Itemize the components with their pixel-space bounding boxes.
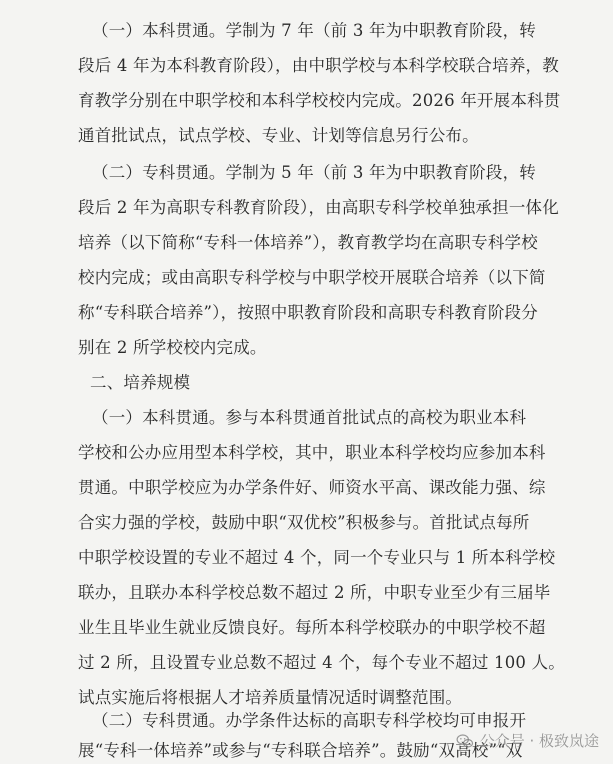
watermark bbox=[456, 730, 599, 751]
text-line: 贯通。中职学校应为办学条件好、师资水平高、课改能力强、综 bbox=[78, 478, 546, 497]
text-line: 过 2 所，且设置专业总数不超过 4 个，每个专业不超过 100 人。 bbox=[78, 653, 565, 672]
section-heading: 二、培养规模 bbox=[90, 373, 191, 392]
text-line: （二）专科贯通。办学条件达标的高职专科学校均可申报开 bbox=[92, 711, 527, 730]
text-line: 通首批试点，试点学校、专业、计划等信息另行公布。 bbox=[78, 126, 479, 145]
text-line: （一）本科贯通。学制为 7 年（前 3 年为中职教育阶段，转 bbox=[92, 21, 536, 40]
text-line: 业生且毕业生就业反馈良好。每所本科学校联办的中职学校不超 bbox=[78, 618, 546, 637]
text-line: 学校和公办应用型本科学校，其中，职业本科学校均应参加本科 bbox=[78, 443, 546, 462]
text-line: 中职学校设置的专业不超过 4 个，同一个专业只与 1 所本科学校 bbox=[78, 548, 556, 567]
text-line: 育教学分别在中职学校和本科学校校内完成。2026 年开展本科贯 bbox=[78, 91, 561, 110]
text-line: 别在 2 所学校校内完成。 bbox=[78, 338, 267, 357]
text-line: 称“专科联合培养”），按照中职教育阶段和高职专科教育阶段分 bbox=[78, 303, 538, 322]
text-line: 段后 2 年为高职专科教育阶段），由高职专科学校单独承担一体化 bbox=[78, 198, 559, 217]
text-line: 联办，且联办本科学校总数不超过 2 所，中职专业至少有三届毕 bbox=[78, 583, 551, 602]
watermark-text: 公众号 · 极致岚途 bbox=[479, 732, 599, 750]
text-line: （二）专科贯通。学制为 5 年（前 3 年为中职教育阶段，转 bbox=[92, 163, 536, 182]
text-line: 校内完成；或由高职专科学校与中职学校开展联合培养（以下简 bbox=[78, 268, 546, 287]
text-line: 培养（以下简称“专科一体培养”），教育教学均在高职专科学校 bbox=[78, 233, 538, 252]
text-line: 合实力强的学校，鼓励中职“双优校”积极参与。首批试点每所 bbox=[78, 513, 530, 532]
wechat-icon bbox=[456, 732, 474, 750]
text-line: （一）本科贯通。参与本科贯通首批试点的高校为职业本科 bbox=[92, 408, 527, 427]
text-line: 段后 4 年为本科教育阶段），由中职学校与本科学校联合培养，教 bbox=[78, 56, 559, 75]
text-line: 试点实施后将根据人才培养质量情况适时调整范围。 bbox=[78, 688, 463, 707]
text-line: 展“专科一体培养”或参与“专科联合培养”。鼓励“双高校”“双 bbox=[78, 741, 523, 760]
